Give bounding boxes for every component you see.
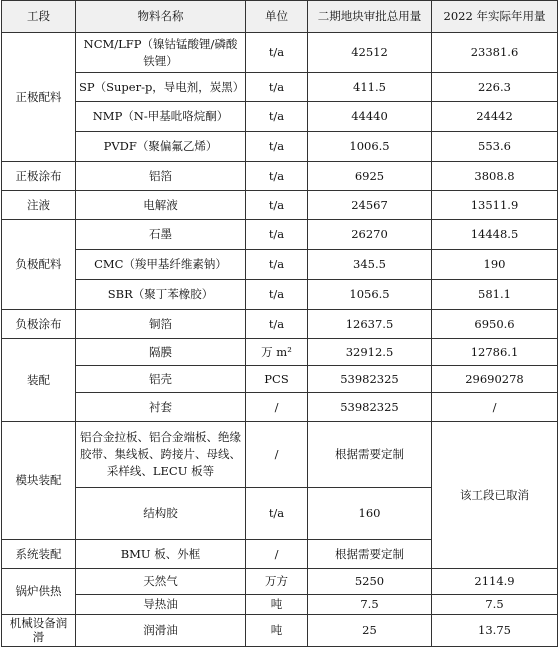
material-cell: 石墨 <box>76 220 246 250</box>
material-cell: 铜箔 <box>76 310 246 339</box>
header-approved: 二期地块审批总用量 <box>308 1 432 33</box>
section-cell: 锅炉供热 <box>2 569 76 615</box>
section-cell: 注液 <box>2 191 76 220</box>
actual-cell: 2114.9 <box>432 569 558 595</box>
approved-cell: 7.5 <box>308 595 432 615</box>
table-row <box>2 191 558 220</box>
section-cell: 正极涂布 <box>2 162 76 191</box>
material-cell: CMC（羧甲基纤维素钠） <box>76 250 246 280</box>
material-cell: SBR（聚丁苯橡胶） <box>76 280 246 310</box>
approved-cell: 32912.5 <box>308 339 432 366</box>
table-row <box>2 73 558 102</box>
unit-cell: t/a <box>246 102 308 132</box>
approved-cell: 53982325 <box>308 366 432 393</box>
material-cell: BMU 板、外框 <box>76 540 246 569</box>
header-unit: 单位 <box>246 1 308 33</box>
actual-cell: 553.6 <box>432 132 558 162</box>
unit-cell: 吨 <box>246 595 308 615</box>
actual-cell: 13.75 <box>432 615 558 647</box>
unit-cell: t/a <box>246 250 308 280</box>
table-row <box>2 132 558 162</box>
unit-cell: t/a <box>246 220 308 250</box>
actual-cell: 3808.8 <box>432 162 558 191</box>
actual-cell: 12786.1 <box>432 339 558 366</box>
approved-cell: 1006.5 <box>308 132 432 162</box>
table-row <box>2 422 558 488</box>
unit-cell: t/a <box>246 33 308 73</box>
approved-cell: 5250 <box>308 569 432 595</box>
actual-cell: 14448.5 <box>432 220 558 250</box>
unit-cell: t/a <box>246 191 308 220</box>
material-cell: SP（Super-p，导电剂，炭黑） <box>76 73 246 102</box>
table-row <box>2 615 558 647</box>
actual-cell: 29690278 <box>432 366 558 393</box>
approved-cell: 12637.5 <box>308 310 432 339</box>
header-actual: 2022 年实际年用量 <box>432 1 558 33</box>
approved-cell: 6925 <box>308 162 432 191</box>
actual-cell: 7.5 <box>432 595 558 615</box>
approved-cell: 26270 <box>308 220 432 250</box>
table-row <box>2 220 558 250</box>
section-cell: 系统装配 <box>2 540 76 569</box>
material-cell: 结构胶 <box>76 488 246 540</box>
material-cell: 隔膜 <box>76 339 246 366</box>
unit-cell: / <box>246 393 308 422</box>
material-cell: PVDF（聚偏氟乙烯） <box>76 132 246 162</box>
actual-cell: 23381.6 <box>432 33 558 73</box>
approved-cell: 根据需要定制 <box>308 422 432 488</box>
table-row <box>2 339 558 366</box>
approved-cell: 345.5 <box>308 250 432 280</box>
table-row <box>2 366 558 393</box>
table-row <box>2 310 558 339</box>
unit-cell: t/a <box>246 162 308 191</box>
approved-cell: 42512 <box>308 33 432 73</box>
actual-cell: / <box>432 393 558 422</box>
table-row <box>2 280 558 310</box>
material-cell: 衬套 <box>76 393 246 422</box>
approved-cell: 25 <box>308 615 432 647</box>
unit-cell: t/a <box>246 488 308 540</box>
approved-cell: 根据需要定制 <box>308 540 432 569</box>
approved-cell: 44440 <box>308 102 432 132</box>
approved-cell: 53982325 <box>308 393 432 422</box>
section-cell: 模块装配 <box>2 422 76 540</box>
material-cell: 铝壳 <box>76 366 246 393</box>
table-row <box>2 102 558 132</box>
unit-cell: t/a <box>246 132 308 162</box>
header-row <box>2 1 558 33</box>
approved-cell: 411.5 <box>308 73 432 102</box>
unit-cell: t/a <box>246 73 308 102</box>
header-material: 物料名称 <box>76 1 246 33</box>
table-row <box>2 33 558 73</box>
material-cell: 天然气 <box>76 569 246 595</box>
material-cell: 铝合金拉板、铝合金端板、绝缘胶带、集线板、跨接片、母线、采样线、LECU 板等 <box>76 422 246 488</box>
approved-cell: 1056.5 <box>308 280 432 310</box>
approved-cell: 160 <box>308 488 432 540</box>
actual-cell: 24442 <box>432 102 558 132</box>
unit-cell: 万方 <box>246 569 308 595</box>
table-row <box>2 569 558 595</box>
actual-cell: 581.1 <box>432 280 558 310</box>
material-cell: 电解液 <box>76 191 246 220</box>
material-cell: NCM/LFP（镍钴锰酸锂/磷酸铁锂） <box>76 33 246 73</box>
material-usage-table <box>1 0 558 647</box>
material-cell: 导热油 <box>76 595 246 615</box>
unit-cell: 吨 <box>246 615 308 647</box>
header-section: 工段 <box>2 1 76 33</box>
section-cell: 负极配料 <box>2 220 76 310</box>
unit-cell: / <box>246 540 308 569</box>
section-cell: 正极配料 <box>2 33 76 162</box>
unit-cell: / <box>246 422 308 488</box>
section-cell: 负极涂布 <box>2 310 76 339</box>
cancelled-note-cell: 该工段已取消 <box>432 422 558 569</box>
unit-cell: 万 m² <box>246 339 308 366</box>
actual-cell: 190 <box>432 250 558 280</box>
actual-cell: 226.3 <box>432 73 558 102</box>
actual-cell: 13511.9 <box>432 191 558 220</box>
material-cell: NMP（N-甲基吡咯烷酮） <box>76 102 246 132</box>
actual-cell: 6950.6 <box>432 310 558 339</box>
section-cell: 机械设备润滑 <box>2 615 76 647</box>
table-row <box>2 393 558 422</box>
table-row <box>2 595 558 615</box>
section-cell: 装配 <box>2 339 76 422</box>
unit-cell: t/a <box>246 280 308 310</box>
material-cell: 润滑油 <box>76 615 246 647</box>
table-row <box>2 250 558 280</box>
material-cell: 铝箔 <box>76 162 246 191</box>
unit-cell: t/a <box>246 310 308 339</box>
approved-cell: 24567 <box>308 191 432 220</box>
table-row <box>2 162 558 191</box>
unit-cell: PCS <box>246 366 308 393</box>
